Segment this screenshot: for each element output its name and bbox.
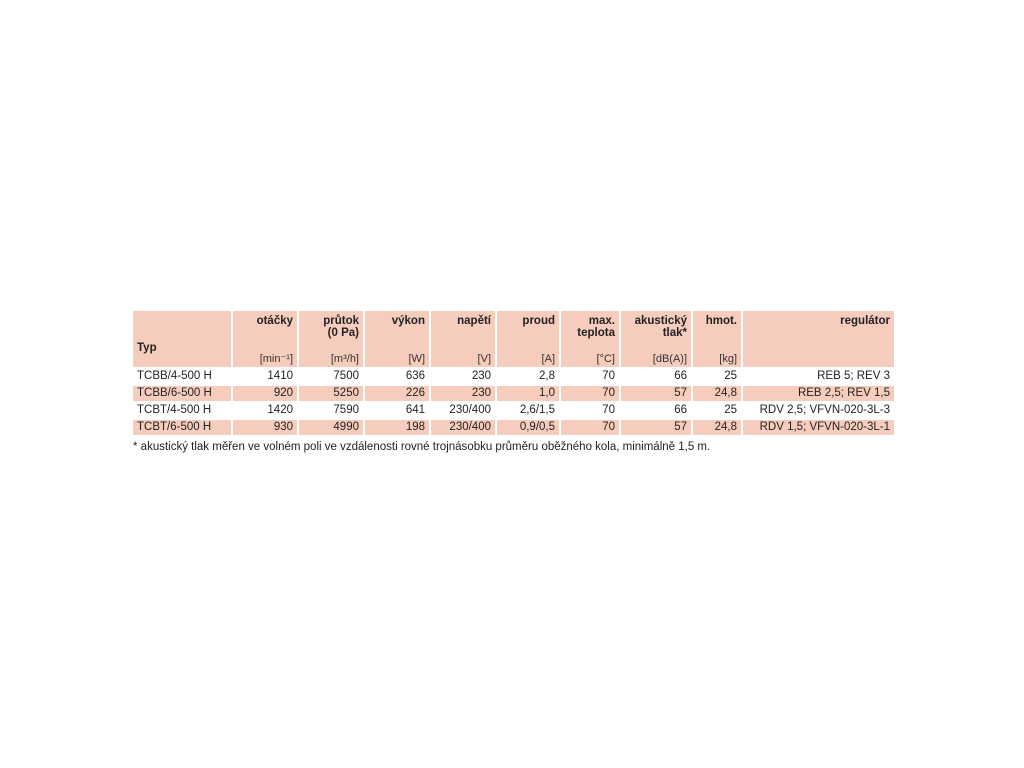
column-name: hmot. <box>705 315 737 327</box>
cell-akusticky: 66 <box>674 404 687 416</box>
column-unit: [°C] <box>596 353 615 365</box>
cell-typ: TCBB/6-500 H <box>133 386 231 401</box>
cell-napeti: 230/400 <box>431 420 495 435</box>
column-header-napeti <box>431 311 495 367</box>
column-name: proud <box>522 315 555 327</box>
header-row <box>133 311 894 367</box>
column-unit: [W] <box>408 353 425 365</box>
cell-proud: 2,8 <box>539 370 555 382</box>
cell-akusticky: 66 <box>674 370 687 382</box>
cell-typ: TCBT/4-500 H <box>137 404 212 416</box>
cell-teplota: 70 <box>561 386 619 401</box>
column-header-hmot <box>693 311 741 367</box>
cell-hmot: 25 <box>724 404 737 416</box>
column-header-akusticky <box>621 311 691 367</box>
column-unit: [min⁻¹] <box>259 353 293 365</box>
column-name: napětí <box>457 315 491 327</box>
cell-akusticky: 57 <box>621 386 691 401</box>
cell-napeti: 230 <box>471 370 491 382</box>
cell-vykon: 198 <box>365 420 429 435</box>
cell-proud: 2,6/1,5 <box>519 404 555 416</box>
cell-typ: TCBB/4-500 H <box>137 370 212 382</box>
cell-otacky: 930 <box>233 420 297 435</box>
cell-typ: TCBT/6-500 H <box>133 420 231 435</box>
cell-napeti: 230 <box>431 386 495 401</box>
column-name: akustický tlak* <box>634 315 687 339</box>
table-row <box>133 420 894 435</box>
spec-table-container <box>133 311 890 453</box>
table-row <box>133 386 894 401</box>
column-header-prutok <box>299 311 363 367</box>
table-row <box>133 369 894 384</box>
cell-regulator: RDV 1,5; VFVN-020-3L-1 <box>743 420 894 435</box>
cell-akusticky: 57 <box>621 420 691 435</box>
column-name: otáčky <box>256 315 293 327</box>
column-name: regulátor <box>840 315 890 327</box>
cell-otacky: 1420 <box>267 404 293 416</box>
cell-teplota: 70 <box>561 420 619 435</box>
cell-prutok: 5250 <box>299 386 363 401</box>
cell-hmot: 24,8 <box>693 420 741 435</box>
cell-proud: 0,9/0,5 <box>497 420 559 435</box>
column-unit: [m³/h] <box>330 353 359 365</box>
column-header-otacky <box>233 311 297 367</box>
cell-proud: 1,0 <box>497 386 559 401</box>
column-unit: [kg] <box>719 353 737 365</box>
cell-regulator: REB 2,5; REV 1,5 <box>743 386 894 401</box>
cell-otacky: 920 <box>233 386 297 401</box>
column-unit: [A] <box>541 353 555 365</box>
cell-napeti: 230/400 <box>449 404 491 416</box>
cell-otacky: 1410 <box>267 370 293 382</box>
column-name: výkon <box>391 315 425 327</box>
column-header-vykon <box>365 311 429 367</box>
column-header-typ <box>133 311 231 367</box>
column-name: průtok (0 Pa) <box>323 315 359 339</box>
column-name: Typ <box>137 342 157 354</box>
table-header <box>133 311 894 367</box>
column-unit: [V] <box>477 353 491 365</box>
cell-prutok: 7590 <box>333 404 359 416</box>
cell-teplota: 70 <box>602 404 615 416</box>
cell-vykon: 226 <box>365 386 429 401</box>
spec-table <box>131 309 896 437</box>
cell-vykon: 641 <box>405 404 425 416</box>
cell-regulator: REB 5; REV 3 <box>817 370 890 382</box>
cell-vykon: 636 <box>405 370 425 382</box>
cell-hmot: 24,8 <box>693 386 741 401</box>
column-unit: [dB(A)] <box>652 353 687 365</box>
column-header-regulator <box>743 311 894 367</box>
cell-prutok: 7500 <box>333 370 359 382</box>
footnote: * akustický tlak měřen ve volném poli ve vzdálenosti rovné trojnásobku průměru oběžného kola, minimálně 1,5 m. <box>133 441 711 453</box>
table-body <box>133 369 894 435</box>
cell-hmot: 25 <box>724 370 737 382</box>
column-header-teplota <box>561 311 619 367</box>
cell-prutok: 4990 <box>299 420 363 435</box>
cell-regulator: RDV 2,5; VFVN-020-3L-3 <box>759 404 890 416</box>
table-row <box>133 403 894 418</box>
cell-teplota: 70 <box>602 370 615 382</box>
column-name: max. teplota <box>577 315 615 339</box>
column-header-proud <box>497 311 559 367</box>
